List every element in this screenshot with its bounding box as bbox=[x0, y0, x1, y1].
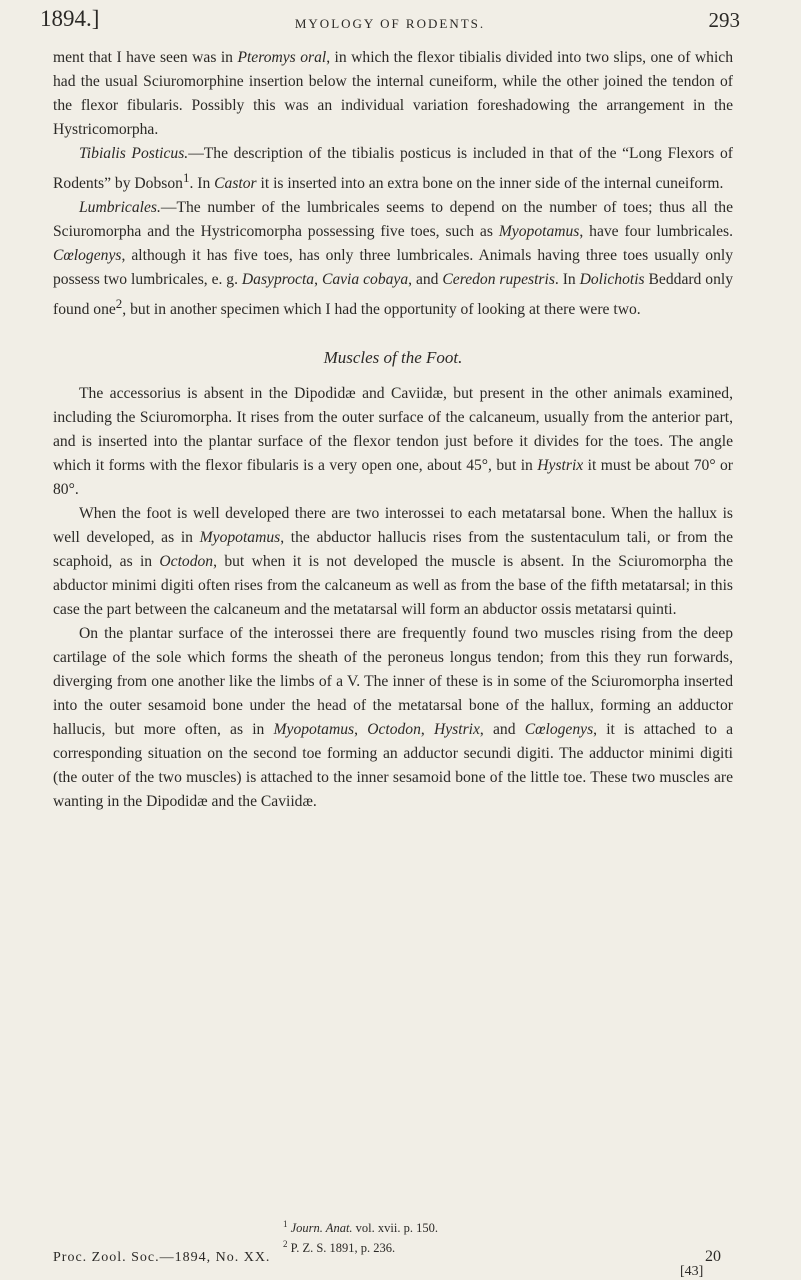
footnote-ref: 2 bbox=[115, 296, 123, 312]
paragraph-accessorius bbox=[53, 382, 733, 502]
text-run: , bbox=[354, 721, 368, 739]
species-name: Castor bbox=[214, 175, 257, 193]
species-name: Cœlogenys bbox=[524, 721, 594, 739]
species-name: Ceredon rupestris bbox=[442, 271, 555, 289]
text-run: , although it has five toes, has only three lumbricales. Animals having three toes usually only possess two lumbricales, e. g. bbox=[53, 247, 733, 289]
species-name: Myopotamus bbox=[498, 223, 580, 241]
footnote-mark: 1 bbox=[283, 1219, 288, 1229]
text-run: vol. xvii. p. 150. bbox=[352, 1221, 438, 1236]
species-name: Hystrix bbox=[434, 721, 480, 739]
footnote-ref: 1 bbox=[182, 170, 190, 185]
text-run: it must be about 70° or 80°. bbox=[53, 457, 733, 499]
text-run: , but when it is not developed the muscle is absent. In the Sciuromorpha the abductor minimi digiti often rises from the calcaneum as well as from the base of the fifth metatarsal; in this case the part between the calcaneum and the metatarsal will form an abductor ossis metatarsi quinti. bbox=[53, 553, 733, 619]
text-run: , bbox=[314, 271, 322, 289]
text-run: . In bbox=[189, 175, 215, 193]
paragraph-heading: Lumbricales. bbox=[79, 199, 161, 217]
paragraph-lumbricales bbox=[53, 196, 733, 322]
text-run: . In bbox=[554, 271, 580, 289]
header-year: 1894.] bbox=[40, 6, 100, 31]
text-run: , the abductor hallucis rises from the sustentaculum tali, or from the scaphoid, as in bbox=[53, 529, 733, 571]
species-name: Pteromys oral bbox=[237, 49, 327, 66]
running-title: MYOLOGY OF RODENTS. bbox=[294, 16, 486, 31]
text-run: On the plantar surface of the interossei there are frequently found two muscles rising from the deep cartilage of the sole which forms the sheath of the peroneus longus tendon; from this they run forwards, diverging from one another like the limbs of a V. The inner of these is in some of the Sciuromorpha inserted into the outer sesamoid bone under the head of the metatarsal bone of the hallux, forming an adductor hallucis, but more often, as in bbox=[53, 625, 733, 739]
species-name: Myopotamus bbox=[273, 721, 355, 739]
running-head bbox=[40, 6, 740, 42]
species-name: Dolichotis bbox=[579, 271, 645, 289]
footnote bbox=[53, 1216, 733, 1236]
text-run: it is inserted into an extra bone on the inner side of the internal cuneiform. bbox=[256, 175, 724, 193]
page-footer bbox=[53, 1250, 733, 1266]
text-run: —The description of the tibialis posticus is included in that of the “Long Flexors of Rodents” by Dobson bbox=[53, 145, 733, 193]
text-run: , it is attached to a corresponding situation on the second toe forming an adductor secundi digiti. The adductor minimi digiti (the outer of the two muscles) is attached to the inner sesamoid bone of the little toe. These two muscles are wanting in the Dipodidæ and the Caviidæ. bbox=[53, 721, 734, 811]
text-run: P. Z. S. 1891, p. 236. bbox=[287, 1241, 396, 1256]
species-name: Dasyprocta bbox=[241, 271, 315, 289]
species-name: Cœlogenys bbox=[53, 247, 122, 265]
paragraph-flexor-tibialis bbox=[53, 46, 733, 142]
text-run: , bbox=[420, 721, 434, 739]
text-run: When the foot is well developed there are two interossei to each metatarsal bone. When the hallux is well developed, as in bbox=[53, 505, 733, 547]
species-name: Cavia cobaya bbox=[321, 271, 409, 289]
sheet-number: 20 bbox=[705, 1248, 721, 1265]
footnote-mark: 2 bbox=[283, 1239, 288, 1250]
journal-title: Journ. Anat. bbox=[290, 1221, 353, 1236]
text-run: , but in another specimen which I had the opportunity of looking at there were two. bbox=[122, 301, 641, 319]
species-name: Myopotamus bbox=[199, 529, 281, 547]
species-name: Hystrix bbox=[537, 457, 584, 475]
paragraph-tibialis-posticus bbox=[53, 142, 733, 196]
text-run: , in which the flexor tibialis divided into two slips, one of which had the usual Sciuromorphine insertion below the internal cuneiform, while the other joined the tendon of the flexor fibularis. Possibly this was an individual variation foreshadowing the arrangement in the Hystricomorpha. bbox=[53, 49, 733, 138]
body-text bbox=[53, 46, 733, 814]
paragraph-plantar-muscles bbox=[53, 622, 733, 814]
journal-line: Proc. Zool. Soc.—1894, No. XX. bbox=[53, 1250, 271, 1265]
text-run: —The number of the lumbricales seems to depend on the number of toes; thus all the Sciuromorpha and the Hystricomorpha possessing five toes, such as bbox=[53, 199, 733, 241]
text-run: The accessorius is absent in the Dipodidæ and Caviidæ, but present in the other animals examined, including the Sciuromorpha. It rises from the outer surface of the calcaneum, usually from the anterior part, and is inserted into the plantar surface of the flexor tendon just before it divides for the toes. The angle which it forms with the flexor fibularis is a very open one, about 45°, but in bbox=[53, 385, 733, 475]
paragraph-heading: Tibialis Posticus. bbox=[79, 145, 189, 162]
text-run: , have four lumbricales. bbox=[579, 223, 734, 241]
text-run: , and bbox=[408, 271, 443, 289]
signature-mark: [43] bbox=[680, 1264, 704, 1279]
paragraph-interossei bbox=[53, 502, 733, 622]
section-heading: Muscles of the Foot. bbox=[323, 348, 463, 368]
text-run: , and bbox=[479, 721, 525, 739]
species-name: Octodon bbox=[159, 553, 214, 571]
text-run: Beddard only found one bbox=[53, 271, 733, 319]
text-run: ment that I have seen was in bbox=[53, 49, 238, 66]
species-name: Octodon bbox=[367, 721, 421, 739]
page-number: 293 bbox=[708, 8, 740, 32]
